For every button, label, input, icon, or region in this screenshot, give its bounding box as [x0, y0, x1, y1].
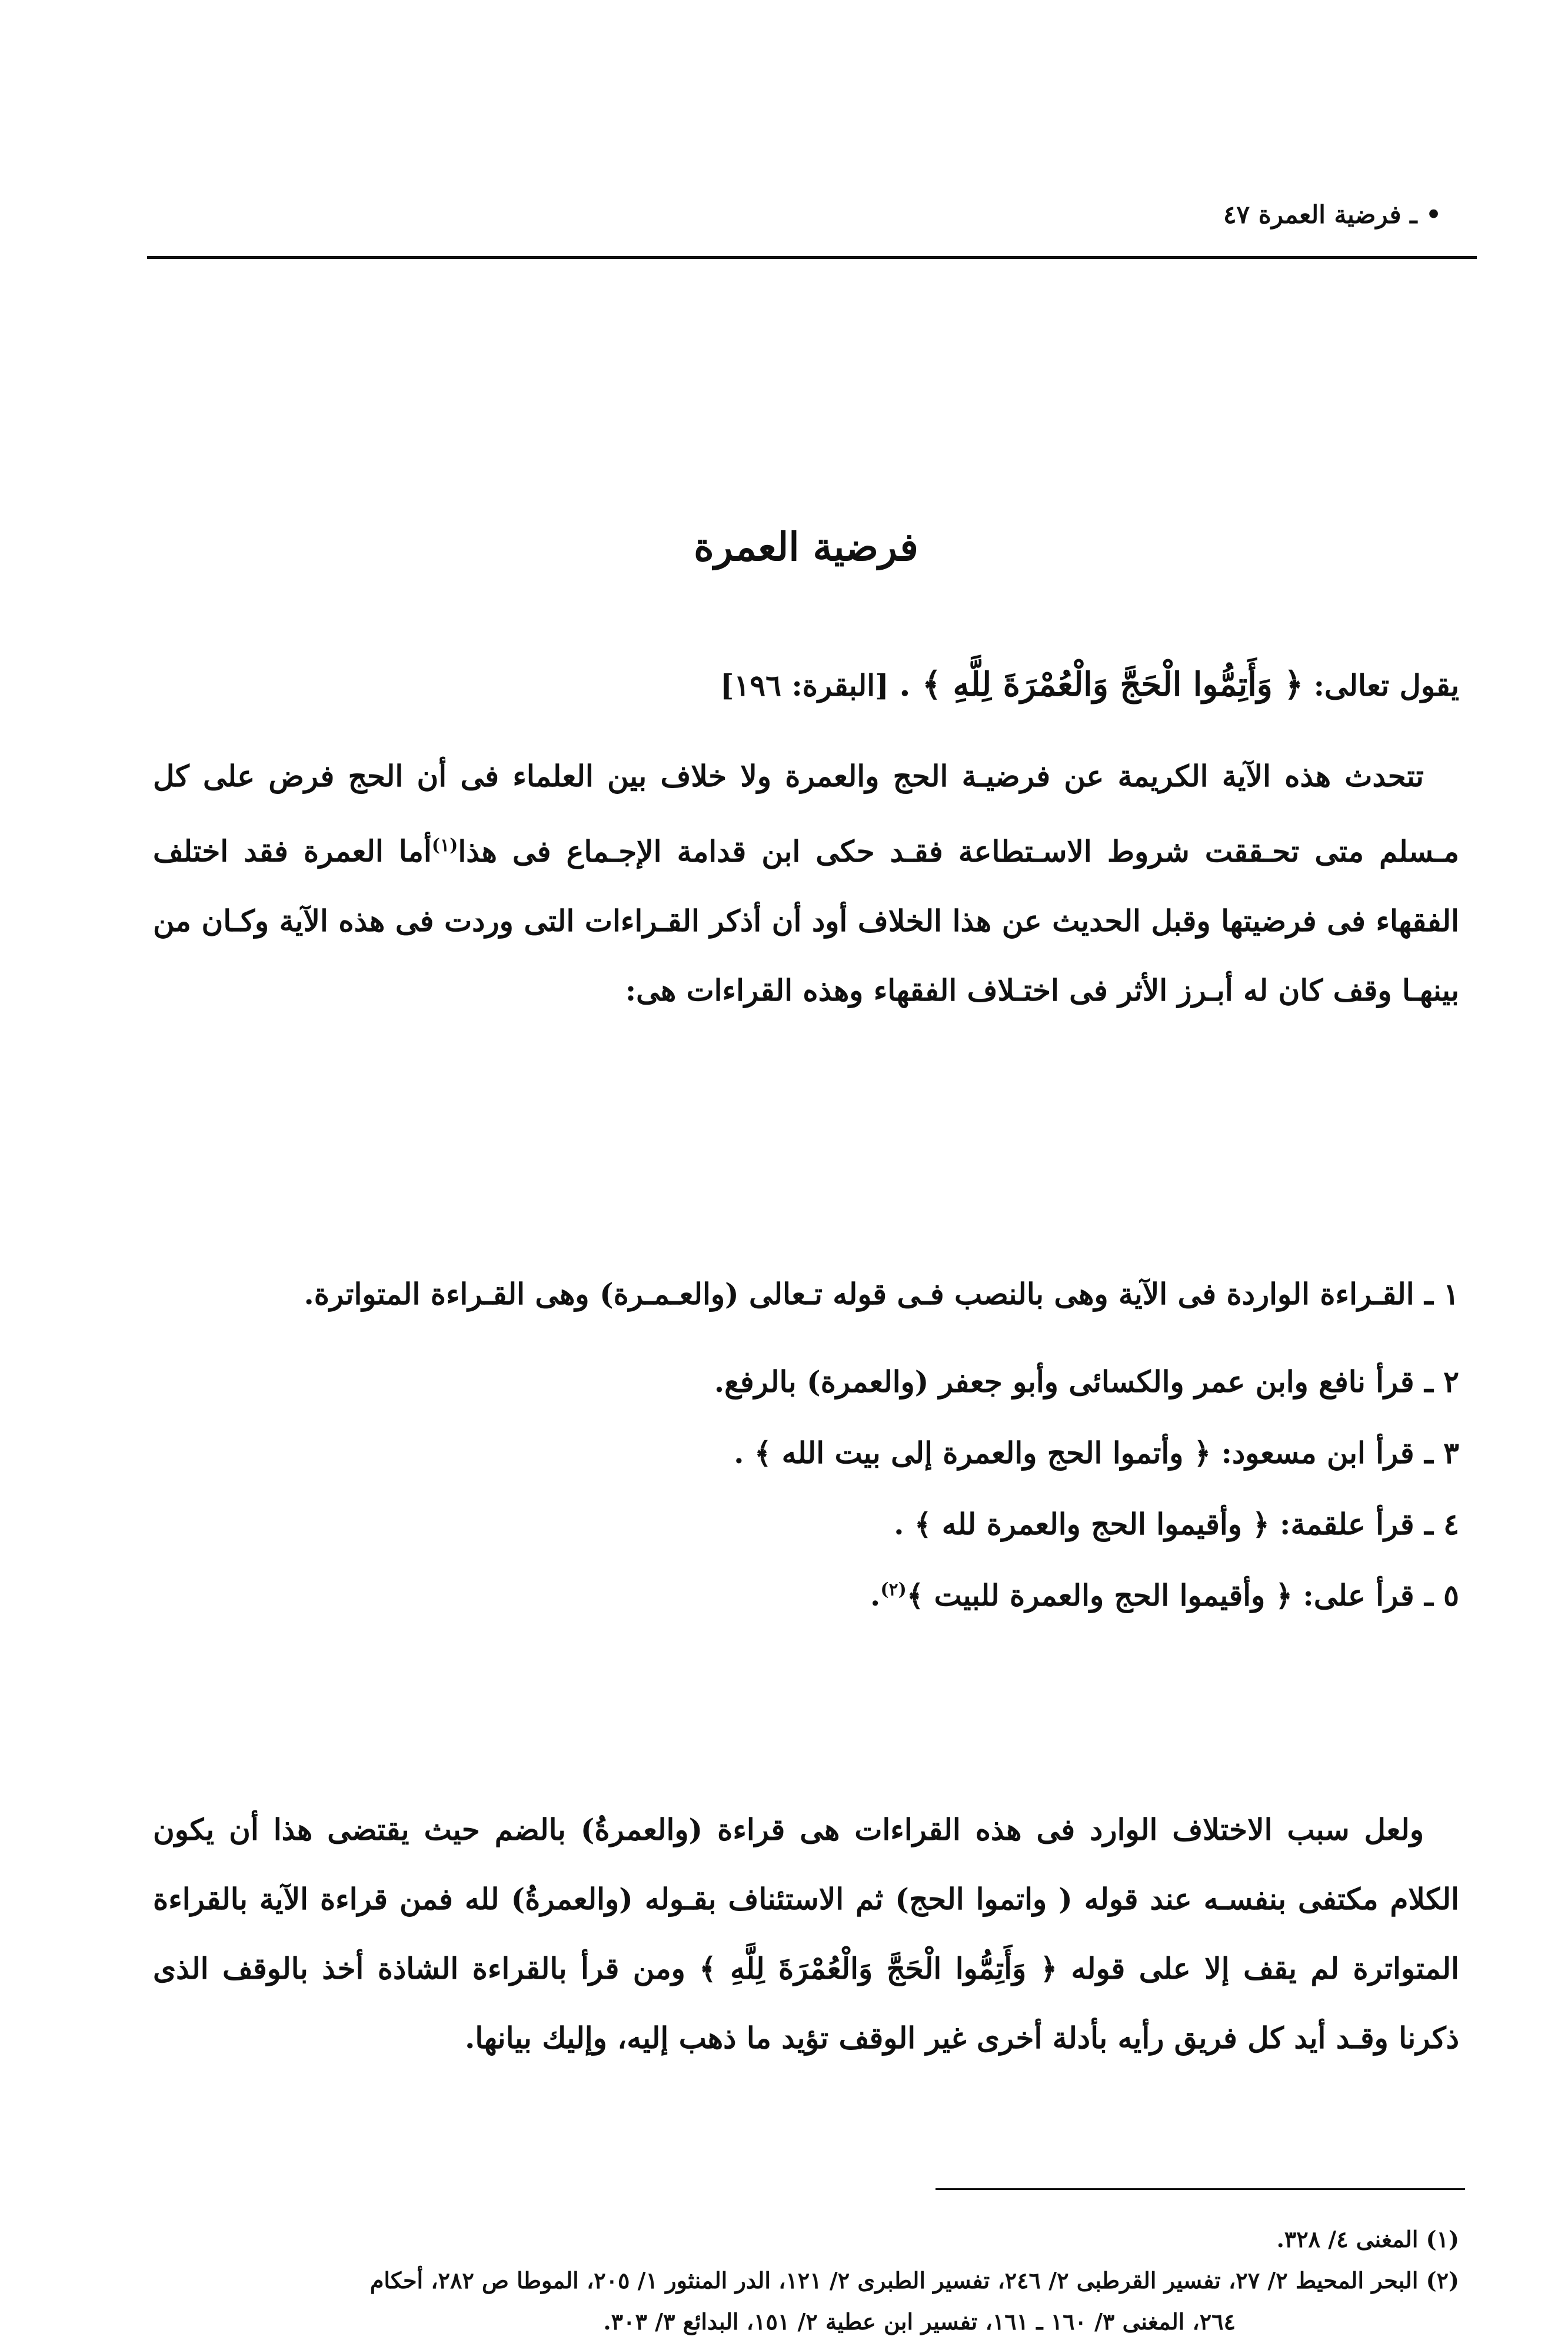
footnote-ref-2: (٢) [880, 1579, 907, 1600]
footnote-rule [936, 2188, 1465, 2190]
verse-line [153, 665, 1459, 704]
verse-intro: يقول تعالى: [1313, 668, 1459, 703]
paragraph-intro [153, 742, 1459, 1025]
footnote-2-continued: ٢٦٤، المغنى ٣/ ١٦٠ ـ ١٦١، تفسير ابن عطية ٢/ ١٥١، البدائع ٣/ ٣٠٣. [603, 2308, 1236, 2335]
paragraph-discussion-text: ولعل سبب الاختلاف الوارد فى هذه القراءات هى قراءة (والعمرةُ) بالضم حيث يقتضى هذا أن يكون الكلام مكتفى بنفسـه عند قوله ( واتموا الحج) ثم الاستئناف بقـوله (والعمرةُ) لله فمن قراءة الآية بالقراءة المتواترة لم يقف إلا على قوله ﴿ وَأَتِمُّوا الْحَجَّ وَالْعُمْرَةَ لِلَّهِ ﴾ ومن قرأ بالقراءة الشاذة أخذ بالوقف الذى ذكرنا وقـد أيد كل فريق رأيه بأدلة أخرى غير الوقف تؤيد ما ذهب إليه، وإليك بيانها. [153, 1812, 1459, 2055]
readings-list [153, 1259, 1459, 1613]
footnote-1: (١) المغنى ٤/ ٣٢٨. [1276, 2226, 1459, 2252]
list-item: ٥ ـ قرأ على: ﴿ وأقيموا الحج والعمرة للبيت ﴾$^{(٢)}$. [870, 1578, 1459, 1613]
paragraph-discussion [153, 1795, 1459, 2073]
book-page [153, 177, 1459, 2335]
running-head [153, 200, 1442, 241]
running-head-section: • ـ فرضية العمرة [1258, 200, 1442, 229]
page-title: فرضية العمرة [694, 524, 918, 570]
footnote-ref-1: (١) [431, 835, 458, 856]
list-item: ٣ ـ قرأ ابن مسعود: ﴿ وأتموا الحج والعمرة إلى بيت الله ﴾ . [734, 1435, 1459, 1470]
list-item-5-text: ٥ ـ قرأ على: ﴿ وأقيموا الحج والعمرة للبيت ﴾ [906, 1578, 1459, 1613]
paragraph-intro-rest: أما العمرة فقد اختلف الفقهاء فى فرضيتها وقبل الحديث عن هذا الخلاف أود أن أذكر القـراءات التى وردت فى هذه الآية وكـان من بينهـا وقف كان له أبـرز الأثر فى اختـلاف الفقهاء وهذه القراءات هى: [153, 833, 1459, 1008]
list-item: ٢ ـ قرأ نافع وابن عمر والكسائى وأبو جعفر (والعمرة) بالرفع. [714, 1364, 1459, 1399]
header-rule [147, 256, 1477, 259]
list-item: ٤ ـ قرأ علقمة: ﴿ وأقيموا الحج والعمرة لله ﴾ . [894, 1507, 1459, 1541]
footnote-2: (٢) البحر المحيط ٢/ ٢٧، تفسير القرطبى ٢/ ٢٤٦، تفسير الطبرى ٢/ ١٢١، الدر المنثور ١/ ٢٠٥، الموطا ص ٢٨٢، أحكام [369, 2267, 1459, 2294]
verse-citation: [البقرة: ١٩٦] [720, 668, 889, 703]
paragraph-intro-text: تتحدث هذه الآية الكريمة عن فرضيـة الحج والعمرة ولا خلاف بين العلماء فى أن الحج فرض على كل مـسلم متى تحـققت شروط الاسـتطاعة فقـد حكى ابن قدامة الإجـماع فى هذا [153, 759, 1459, 869]
list-item: ١ ـ القـراءة الواردة فى الآية وهى بالنصب فـى قوله تـعالى (والعـمـرة) وهى القـراءة المتواترة. [304, 1277, 1459, 1311]
verse-quote: ﴿ وَأَتِمُّوا الْحَجَّ وَالْعُمْرَةَ لِلَّهِ ﴾ . [899, 665, 1304, 704]
page-number: ٤٧ [1223, 200, 1250, 229]
footnotes [153, 2219, 1459, 2342]
